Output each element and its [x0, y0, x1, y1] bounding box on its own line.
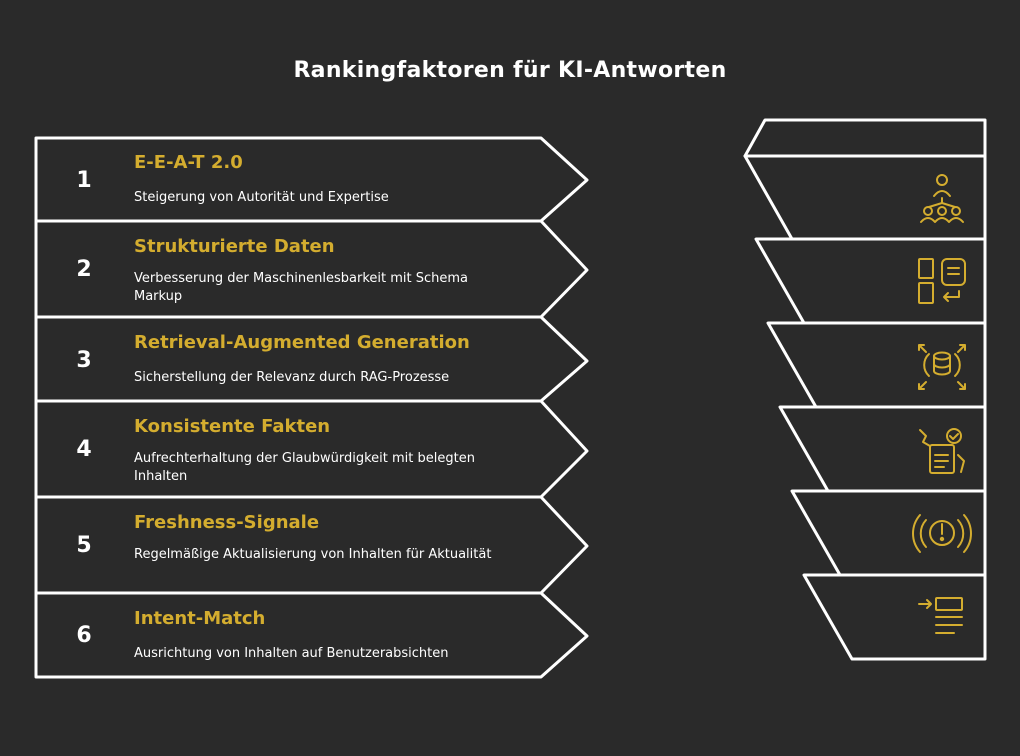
funnel-segment-3 [768, 323, 985, 407]
funnel-segment-2 [756, 239, 985, 323]
step-heading: E-E-A-T 2.0 [134, 152, 243, 173]
funnel-top [745, 120, 985, 156]
database-retrieval-icon [919, 345, 965, 389]
step-number: 2 [76, 257, 92, 282]
funnel-segment-1 [745, 156, 985, 239]
step-description: Steigerung von Autorität und Expertise [134, 190, 389, 205]
step-number: 1 [76, 168, 92, 193]
step-heading: Konsistente Fakten [134, 416, 331, 437]
verified-document-icon [920, 429, 964, 473]
funnel-segment-5 [792, 491, 985, 575]
step-heading: Retrieval-Augmented Generation [134, 332, 470, 353]
diagram-title: Rankingfaktoren für KI-Antworten [293, 58, 727, 83]
step-heading: Strukturierte Daten [134, 236, 335, 257]
step-box-3 [36, 317, 587, 401]
step-box-6 [36, 593, 587, 677]
step-heading: Intent-Match [134, 608, 266, 629]
arrow-to-content-icon [919, 598, 962, 633]
step-description: Verbesserung der Maschinenlesbarkeit mit Schema Markup [134, 271, 469, 304]
step-box-1 [36, 138, 587, 221]
step-description: Regelmäßige Aktualisierung von Inhalten für Aktualität [134, 547, 492, 562]
step-number: 3 [76, 348, 92, 373]
step-number: 6 [76, 623, 92, 648]
step-number: 5 [76, 533, 92, 558]
step-description: Aufrechterhaltung der Glaubwürdigkeit mit belegten Inhalten [134, 451, 475, 484]
step-number: 4 [76, 437, 92, 462]
step-description: Sicherstellung der Relevanz durch RAG-Prozesse [134, 370, 450, 385]
alert-signal-icon [913, 515, 971, 552]
people-hierarchy-icon [921, 175, 963, 222]
step-heading: Freshness-Signale [134, 512, 320, 533]
structured-document-icon [919, 259, 965, 303]
step-description: Ausrichtung von Inhalten auf Benutzerabsichten [134, 646, 449, 661]
